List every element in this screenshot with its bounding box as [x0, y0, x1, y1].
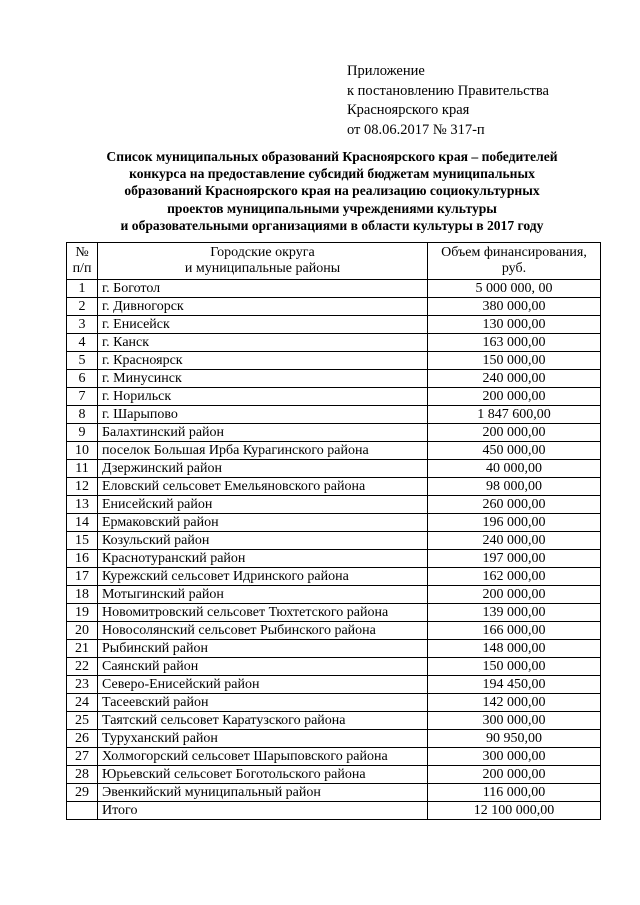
- row-amount: 240 000,00: [428, 532, 601, 550]
- header-name: [98, 243, 428, 280]
- row-name: Мотыгинский район: [98, 586, 428, 604]
- table-row: [67, 460, 601, 478]
- row-amount: 130 000,00: [428, 316, 601, 334]
- row-number: 28: [67, 766, 98, 784]
- row-amount: 300 000,00: [428, 748, 601, 766]
- row-name: Таятский сельсовет Каратузского района: [98, 712, 428, 730]
- row-name: Козульский район: [98, 532, 428, 550]
- row-name: г. Минусинск: [98, 370, 428, 388]
- row-name: Эвенкийский муниципальный район: [98, 784, 428, 802]
- table-body: [67, 280, 601, 820]
- row-number: 25: [67, 712, 98, 730]
- row-number: 8: [67, 406, 98, 424]
- row-amount: 196 000,00: [428, 514, 601, 532]
- row-name: Тасеевский район: [98, 694, 428, 712]
- row-amount: 197 000,00: [428, 550, 601, 568]
- row-amount: 260 000,00: [428, 496, 601, 514]
- table-row: [67, 586, 601, 604]
- table-row: [67, 730, 601, 748]
- table-row: [67, 676, 601, 694]
- row-number: 24: [67, 694, 98, 712]
- table-row: [67, 784, 601, 802]
- header-number-line2: п/п: [72, 261, 92, 276]
- row-amount: 200 000,00: [428, 388, 601, 406]
- row-number: 27: [67, 748, 98, 766]
- row-number: 3: [67, 316, 98, 334]
- title-line: проектов муниципальными учреждениями культуры: [167, 200, 497, 216]
- winners-table: [66, 242, 601, 820]
- table-row: [67, 622, 601, 640]
- row-number: 15: [67, 532, 98, 550]
- header-amount-line1: Объем финансирования,: [441, 245, 587, 260]
- table-row: [67, 604, 601, 622]
- table-row: [67, 424, 601, 442]
- row-name: г. Шарыпово: [98, 406, 428, 424]
- row-amount: 380 000,00: [428, 298, 601, 316]
- row-name: Северо-Енисейский район: [98, 676, 428, 694]
- row-amount: 200 000,00: [428, 424, 601, 442]
- row-amount: 300 000,00: [428, 712, 601, 730]
- row-name: Саянский район: [98, 658, 428, 676]
- appendix-line: Красноярского края: [347, 102, 470, 118]
- row-number: 14: [67, 514, 98, 532]
- row-name: Краснотуранский район: [98, 550, 428, 568]
- header-name-line2: и муниципальные районы: [184, 261, 341, 276]
- row-number: 1: [67, 280, 98, 298]
- row-number: 19: [67, 604, 98, 622]
- row-name: г. Красноярск: [98, 352, 428, 370]
- table-row: [67, 766, 601, 784]
- row-name: Юрьевский сельсовет Боготольского района: [98, 766, 428, 784]
- row-name: Дзержинский район: [98, 460, 428, 478]
- table-row: [67, 352, 601, 370]
- row-amount: 240 000,00: [428, 370, 601, 388]
- row-number: 17: [67, 568, 98, 586]
- appendix-line: Приложение: [347, 63, 425, 79]
- row-number: 10: [67, 442, 98, 460]
- title-line: и образовательными организациями в области культуры в 2017 году: [120, 217, 544, 233]
- row-name: Новомитровский сельсовет Тюхтетского района: [98, 604, 428, 622]
- row-amount: 139 000,00: [428, 604, 601, 622]
- table-row: [67, 532, 601, 550]
- row-number: 7: [67, 388, 98, 406]
- row-amount: 163 000,00: [428, 334, 601, 352]
- row-number: 2: [67, 298, 98, 316]
- row-amount: 200 000,00: [428, 586, 601, 604]
- row-name: г. Боготол: [98, 280, 428, 298]
- row-number: 13: [67, 496, 98, 514]
- row-name: Рыбинский район: [98, 640, 428, 658]
- row-number: 9: [67, 424, 98, 442]
- row-amount: 150 000,00: [428, 352, 601, 370]
- row-number: 23: [67, 676, 98, 694]
- row-name: поселок Большая Ирба Курагинского района: [98, 442, 428, 460]
- row-name: Енисейский район: [98, 496, 428, 514]
- table-row: [67, 478, 601, 496]
- row-amount: 40 000,00: [428, 460, 601, 478]
- table-row: [67, 370, 601, 388]
- row-name: г. Дивногорск: [98, 298, 428, 316]
- row-amount: 142 000,00: [428, 694, 601, 712]
- row-amount: 150 000,00: [428, 658, 601, 676]
- document-title: [62, 148, 602, 234]
- table-row: [67, 316, 601, 334]
- row-number: 18: [67, 586, 98, 604]
- appendix-block: [347, 62, 549, 140]
- row-number: 11: [67, 460, 98, 478]
- row-name: Холмогорский сельсовет Шарыповского района: [98, 748, 428, 766]
- table-row: [67, 550, 601, 568]
- row-number: 21: [67, 640, 98, 658]
- row-number: 22: [67, 658, 98, 676]
- row-amount: 1 847 600,00: [428, 406, 601, 424]
- table-row: [67, 514, 601, 532]
- header-amount: [428, 243, 601, 280]
- table-row: [67, 334, 601, 352]
- row-amount: 450 000,00: [428, 442, 601, 460]
- row-number: 5: [67, 352, 98, 370]
- row-amount: 12 100 000,00: [428, 802, 601, 820]
- row-amount: 162 000,00: [428, 568, 601, 586]
- row-name: г. Канск: [98, 334, 428, 352]
- row-amount: 90 950,00: [428, 730, 601, 748]
- row-amount: 166 000,00: [428, 622, 601, 640]
- table-row: [67, 406, 601, 424]
- table-row: [67, 388, 601, 406]
- table-row: [67, 442, 601, 460]
- row-name: г. Енисейск: [98, 316, 428, 334]
- table-row: [67, 712, 601, 730]
- row-number: 6: [67, 370, 98, 388]
- header-number: [67, 243, 98, 280]
- title-line: образований Красноярского края на реализацию социокультурных: [124, 183, 540, 199]
- table-row: [67, 694, 601, 712]
- row-amount: 98 000,00: [428, 478, 601, 496]
- appendix-line: от 08.06.2017 № 317-п: [347, 121, 485, 138]
- header-name-line1: Городские округа: [210, 245, 315, 260]
- row-amount: 200 000,00: [428, 766, 601, 784]
- row-amount: 116 000,00: [428, 784, 601, 802]
- row-number: 4: [67, 334, 98, 352]
- row-number: 26: [67, 730, 98, 748]
- table-row: [67, 658, 601, 676]
- row-number: 29: [67, 784, 98, 802]
- title-line: конкурса на предоставление субсидий бюджетам муниципальных: [129, 166, 535, 182]
- row-amount: 194 450,00: [428, 676, 601, 694]
- table-header-row: [67, 243, 601, 280]
- row-name: Еловский сельсовет Емельяновского района: [98, 478, 428, 496]
- title-line: Список муниципальных образований Красноярского края – победителей: [106, 149, 558, 164]
- table-row: [67, 496, 601, 514]
- table-row: [67, 640, 601, 658]
- total-row: [67, 802, 601, 820]
- row-amount: 5 000 000, 00: [428, 280, 601, 298]
- table-row: [67, 568, 601, 586]
- row-number: 16: [67, 550, 98, 568]
- table-row: [67, 298, 601, 316]
- row-number: 12: [67, 478, 98, 496]
- header-amount-line2: руб.: [501, 261, 527, 276]
- header-number-line1: №: [75, 245, 89, 260]
- row-number: 20: [67, 622, 98, 640]
- row-amount: 148 000,00: [428, 640, 601, 658]
- row-name: Туруханский район: [98, 730, 428, 748]
- row-number: [67, 802, 98, 820]
- table-row: [67, 748, 601, 766]
- table-row: [67, 280, 601, 298]
- appendix-line: к постановлению Правительства: [347, 82, 549, 99]
- row-name: Итого: [98, 802, 428, 820]
- row-name: Ермаковский район: [98, 514, 428, 532]
- row-name: Курежский сельсовет Идринского района: [98, 568, 428, 586]
- row-name: Балахтинский район: [98, 424, 428, 442]
- row-name: г. Норильск: [98, 388, 428, 406]
- row-name: Новосолянский сельсовет Рыбинского района: [98, 622, 428, 640]
